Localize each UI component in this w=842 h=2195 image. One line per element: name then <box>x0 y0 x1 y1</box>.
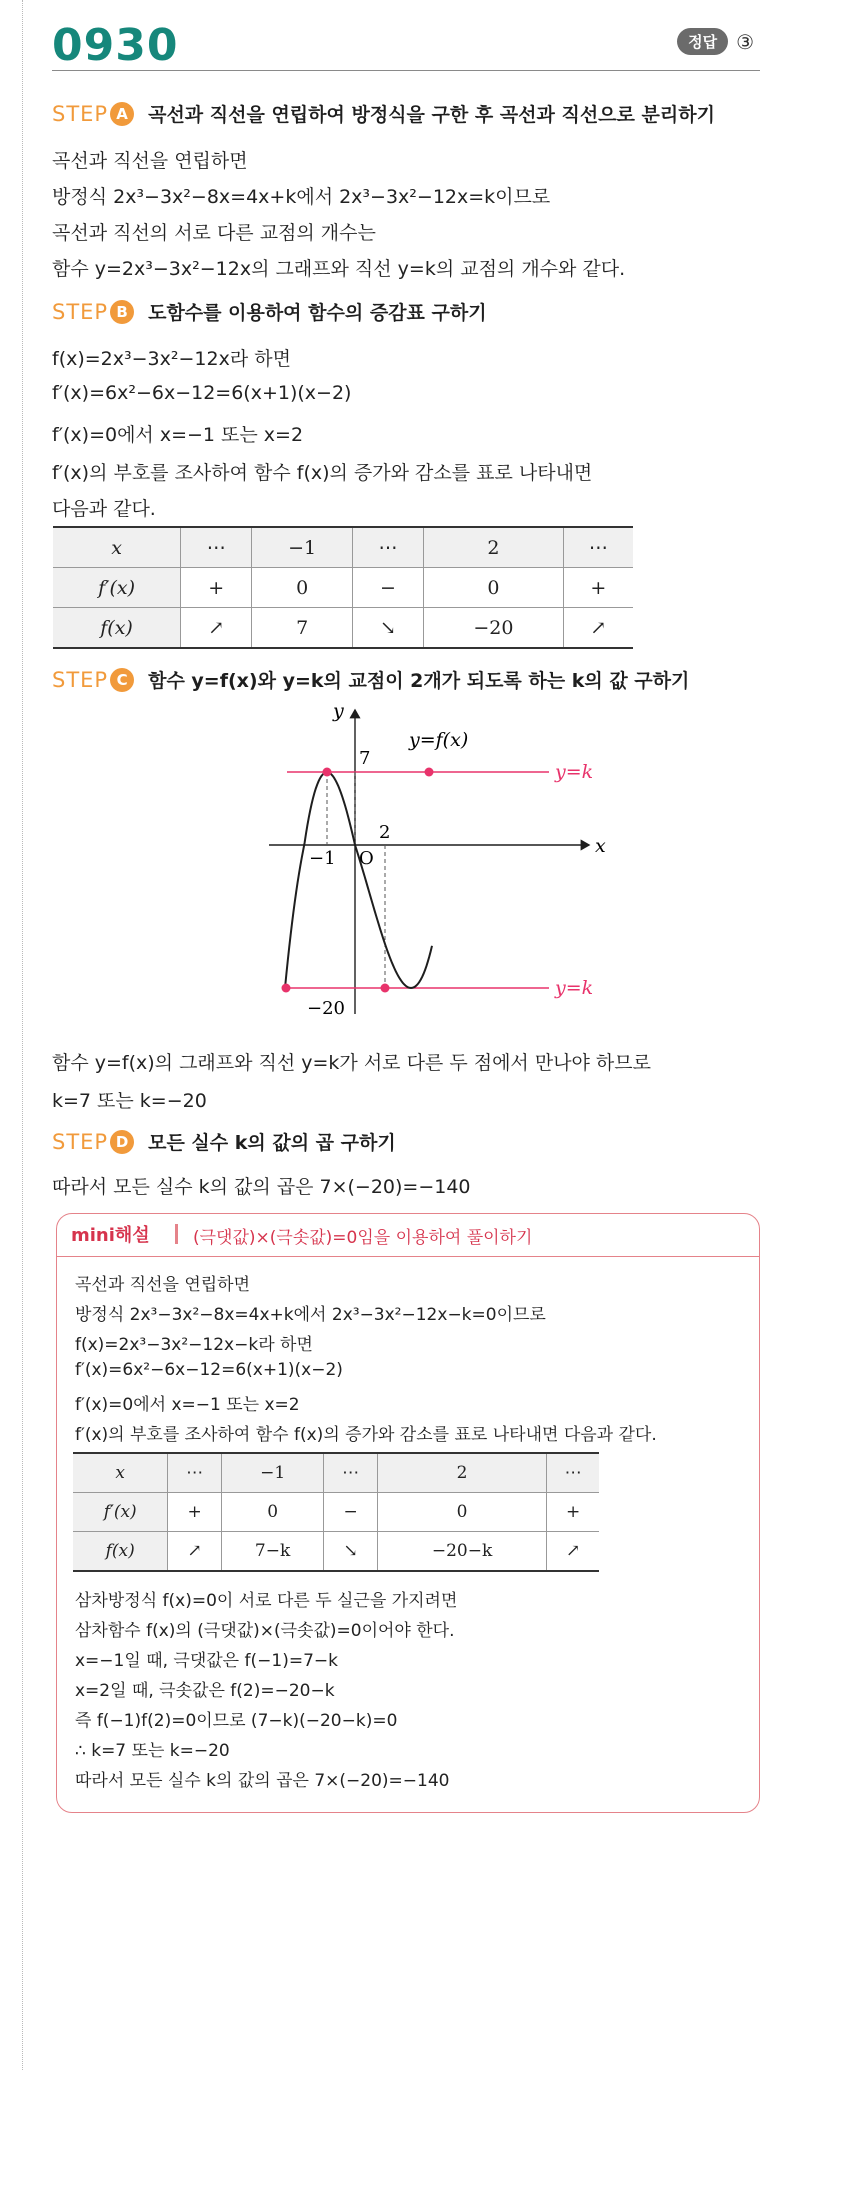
mini-solution-header <box>57 1214 759 1257</box>
text-line: k=7 또는 k=−20 <box>52 1090 207 1112</box>
point-local-min <box>381 984 390 993</box>
table-cell: 0 <box>252 568 352 608</box>
table-cell: −20 <box>424 608 564 649</box>
text-line: f(x)=2x³−3x²−12x라 하면 <box>52 348 291 370</box>
table-cell: f′(x) <box>53 568 181 608</box>
text-line: f(x)=2x³−3x²−12x−k라 하면 <box>75 1335 313 1355</box>
table-cell: − <box>324 1493 377 1532</box>
text-line: ∴ k=7 또는 k=−20 <box>75 1741 230 1761</box>
tick-label-7: 7 <box>359 748 371 769</box>
table-cell: + <box>181 568 252 608</box>
text-line: f′(x)의 부호를 조사하여 함수 f(x)의 증가와 감소를 표로 나타내면 <box>52 462 593 484</box>
text-line: 함수 y=2x³−3x²−12x의 그래프와 직선 y=k의 교점의 개수와 같다. <box>52 258 626 280</box>
table-cell: + <box>547 1493 599 1532</box>
mini-label: mini해설 <box>71 1225 150 1246</box>
step-title: 도함수를 이용하여 함수의 증감표 구하기 <box>148 302 487 324</box>
table-cell: −1 <box>221 1453 324 1493</box>
y-axis-label: y <box>333 702 344 722</box>
table-cell: x <box>73 1453 168 1493</box>
step-c-heading <box>52 666 689 693</box>
text-line: 즉 f(−1)f(2)=0이므로 (7−k)(−20−k)=0 <box>75 1711 398 1731</box>
table-cell: x <box>53 527 181 568</box>
tick-label-2: 2 <box>379 822 391 843</box>
table-cell: ↗ <box>181 608 252 649</box>
text-line: 곡선과 직선을 연립하면 <box>52 150 248 172</box>
text-line: 방정식 2x³−3x²−8x=4x+k에서 2x³−3x²−12x=k이므로 <box>52 186 551 208</box>
text-line: x=2일 때, 극솟값은 f(2)=−20−k <box>75 1681 335 1701</box>
text-line: 곡선과 직선을 연립하면 <box>75 1275 251 1295</box>
text-line: f′(x)의 부호를 조사하여 함수 f(x)의 증가와 감소를 표로 나타내면 다음과 같다. <box>75 1425 657 1445</box>
step-b-heading <box>52 298 487 325</box>
table-row <box>53 568 633 608</box>
table-cell: + <box>168 1493 221 1532</box>
table-cell: 0 <box>377 1493 547 1532</box>
step-word: STEP <box>52 101 109 126</box>
step-word: STEP <box>52 299 109 324</box>
answer-label: 정답 <box>677 28 728 55</box>
origin-label: O <box>359 848 374 869</box>
tick-label-neg1: −1 <box>309 848 336 869</box>
tick-label-neg20: −20 <box>307 998 345 1019</box>
cubic-graph <box>269 702 629 1032</box>
table-cell: f(x) <box>53 608 181 649</box>
text-line: 곡선과 직선의 서로 다른 교점의 개수는 <box>52 222 376 244</box>
step-title: 모든 실수 k의 값의 곱 구하기 <box>148 1132 396 1154</box>
text-line: 방정식 2x³−3x²−8x=4x+k에서 2x³−3x²−12x−k=0이므로 <box>75 1305 546 1325</box>
step-word: STEP <box>52 667 109 692</box>
table-cell: + <box>563 568 633 608</box>
text-line: 따라서 모든 실수 k의 값의 곱은 7×(−20)=−140 <box>75 1771 450 1791</box>
step-badge-c: C <box>110 668 134 692</box>
table-row <box>73 1493 599 1532</box>
point-top-intersection <box>425 768 434 777</box>
step-badge-b: B <box>110 300 134 324</box>
mini-title: (극댓값)×(극솟값)=0임을 이용하여 풀이하기 <box>193 1228 533 1248</box>
answer-indicator <box>677 28 754 55</box>
text-line: f′(x)=6x²−6x−12=6(x+1)(x−2) <box>52 382 352 404</box>
x-axis-label: x <box>595 835 606 857</box>
mini-increase-decrease-table <box>73 1452 599 1572</box>
text-line: 함수 y=f(x)의 그래프와 직선 y=k가 서로 다른 두 점에서 만나야 하므로 <box>52 1052 651 1074</box>
text-line: f′(x)=0에서 x=−1 또는 x=2 <box>52 424 304 446</box>
table-cell: 7 <box>252 608 352 649</box>
table-cell: −20−k <box>377 1532 547 1572</box>
mini-solution-box <box>56 1213 760 1813</box>
table-cell: 2 <box>377 1453 547 1493</box>
step-a-heading <box>52 100 715 127</box>
table-cell: ⋯ <box>563 527 633 568</box>
text-line: x=−1일 때, 극댓값은 f(−1)=7−k <box>75 1651 338 1671</box>
table-cell: f′(x) <box>73 1493 168 1532</box>
answer-value: ③ <box>736 29 754 54</box>
table-row <box>53 608 633 649</box>
divider <box>175 1224 178 1244</box>
table-cell: 0 <box>424 568 564 608</box>
problem-header <box>52 18 760 71</box>
table-cell: − <box>352 568 423 608</box>
table-cell: ⋯ <box>181 527 252 568</box>
table-cell: ⋯ <box>168 1453 221 1493</box>
table-cell: ↘ <box>324 1532 377 1572</box>
table-cell: 2 <box>424 527 564 568</box>
table-cell: 0 <box>221 1493 324 1532</box>
table-cell: f(x) <box>73 1532 168 1572</box>
text-line: f′(x)=6x²−6x−12=6(x+1)(x−2) <box>75 1360 343 1380</box>
line-top-label: y=k <box>555 761 594 783</box>
table-cell: ↗ <box>547 1532 599 1572</box>
table-cell: −1 <box>252 527 352 568</box>
text-line: 다음과 같다. <box>52 498 156 520</box>
curve-f-of-x <box>285 772 432 988</box>
increase-decrease-table <box>53 526 633 649</box>
text-line: 삼차함수 f(x)의 (극댓값)×(극솟값)=0이어야 한다. <box>75 1621 455 1641</box>
table-cell: ⋯ <box>547 1453 599 1493</box>
curve-label: y=f(x) <box>409 729 469 751</box>
step-title: 함수 y=f(x)와 y=k의 교점이 2개가 되도록 하는 k의 값 구하기 <box>148 670 690 692</box>
table-cell: ⋯ <box>352 527 423 568</box>
step-badge-a: A <box>110 102 134 126</box>
text-line: 삼차방정식 f(x)=0이 서로 다른 두 실근을 가지려면 <box>75 1591 458 1611</box>
problem-number: 0930 <box>52 20 179 71</box>
table-cell: ↘ <box>352 608 423 649</box>
table-cell: ↗ <box>563 608 633 649</box>
text-line: 따라서 모든 실수 k의 값의 곱은 7×(−20)=−140 <box>52 1176 471 1198</box>
text-line: f′(x)=0에서 x=−1 또는 x=2 <box>75 1395 300 1415</box>
step-word: STEP <box>52 1129 109 1154</box>
point-local-max <box>323 768 332 777</box>
step-title: 곡선과 직선을 연립하여 방정식을 구한 후 곡선과 직선으로 분리하기 <box>148 104 715 126</box>
table-row <box>53 527 633 568</box>
table-cell: 7−k <box>221 1532 324 1572</box>
point-bottom-intersection <box>282 984 291 993</box>
binding-dotted-line <box>22 0 23 2070</box>
table-cell: ↗ <box>168 1532 221 1572</box>
step-d-heading <box>52 1128 396 1155</box>
table-cell: ⋯ <box>324 1453 377 1493</box>
table-row <box>73 1532 599 1572</box>
step-badge-d: D <box>110 1130 134 1154</box>
line-bottom-label: y=k <box>555 977 594 999</box>
table-row <box>73 1453 599 1493</box>
